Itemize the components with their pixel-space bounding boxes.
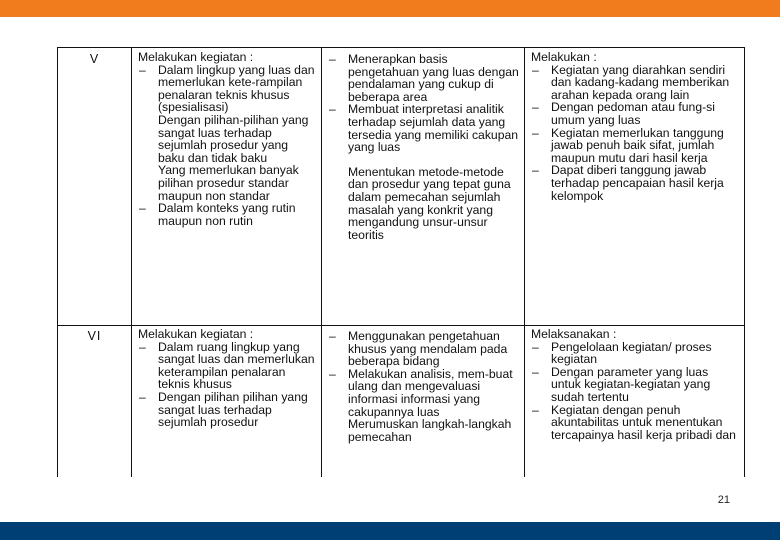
knowledge-cell (322, 48, 525, 325)
competency-table (57, 47, 745, 477)
list-item: – Dalam konteks yang rutin maupun non rutin (139, 201, 296, 228)
activity-cell (132, 325, 322, 477)
list-item: – Melakukan analisis, mem-buat ulang dan mengevaluasi informasi informasi yang cakupannya luas (329, 366, 513, 419)
cell-heading: Melakukan kegiatan : (138, 50, 254, 64)
list-item: – Menggunakan pengetahuan khusus yang mendalam pada beberapa bidang (329, 329, 508, 369)
list-item: – Membuat interpretasi analitik terhadap sejumlah data yang tersedia yang memiliki cakupan yang luas (329, 102, 519, 155)
list-item: Menentukan metode-metode dan prosedur yang tepat guna dalam pemecahan sejumlah masalah yang konkrit yang mengandung unsur-unsur teoritis (348, 164, 511, 242)
responsibility-cell (525, 325, 745, 477)
knowledge-cell (322, 325, 525, 477)
table-row-level-vi (58, 325, 745, 477)
cell-heading: Melakukan kegiatan : (138, 327, 254, 341)
responsibility-cell (525, 48, 745, 325)
list-item: – Kegiatan dengan penuh akuntabilitas untuk menentukan tercapainya hasil kerja pribadi dan (532, 402, 736, 442)
bullet-list (531, 64, 740, 203)
bullet-list (328, 53, 520, 241)
list-item: – Menerapkan basis pengetahuan yang luas dengan pendalaman yang cukup di beberapa area (329, 52, 519, 104)
level-cell (58, 325, 132, 477)
cell-heading: Melaksanakan : (531, 327, 617, 341)
list-item: Merumuskan langkah-langkah pemecahan (348, 417, 512, 444)
list-item: – Dapat diberi tanggung jawab terhadap pencapaian hasil kerja kelompok (532, 163, 724, 203)
table-row-level-v (58, 48, 745, 326)
list-item: – Dalam lingkup yang luas dan memerlukan kete-rampilan penalaran teknis khusus (spesialisasi) (139, 62, 315, 115)
level-label: VI (87, 329, 102, 343)
bottom-footer-bar (0, 522, 780, 540)
page-number: 21 (717, 494, 730, 506)
bullet-list (138, 64, 317, 228)
top-accent-bar (0, 0, 780, 17)
bullet-list (328, 330, 520, 443)
cell-heading: Melakukan : (531, 50, 597, 64)
list-item: Dengan pilihan-pilihan yang sangat luas terhadap sejumlah prosedur yang baku dan tidak baku (158, 112, 309, 165)
list-item: – Dengan parameter yang luas untuk kegiatan-kegiatan yang sudah tertentu (532, 364, 711, 404)
level-label: V (89, 52, 100, 66)
list-item: – Kegiatan memerlukan tanggung jawab penuh baik sifat, jumlah maupun mutu dari hasil kerja (532, 125, 724, 165)
bullet-list (138, 341, 317, 429)
level-cell (58, 48, 132, 325)
bullet-list (531, 341, 740, 442)
list-item: – Kegiatan yang diarahkan sendiri dan kadang-kadang memberikan arahan kepada orang lain (532, 62, 730, 102)
list-item: – Dengan pedoman atau fung-si umum yang luas (532, 100, 715, 127)
list-item: – Dalam ruang lingkup yang sangat luas dan memerlukan keterampilan penalaran teknis khusus (139, 339, 315, 392)
list-item: – Dengan pilihan pilihan yang sangat luas terhadap sejumlah prosedur (139, 389, 308, 430)
activity-cell (132, 48, 322, 325)
list-item: – Pengelolaan kegiatan/ proses kegiatan (532, 339, 712, 367)
list-item: Yang memerlukan banyak pilihan prosedur standar maupun non standar (158, 163, 299, 203)
